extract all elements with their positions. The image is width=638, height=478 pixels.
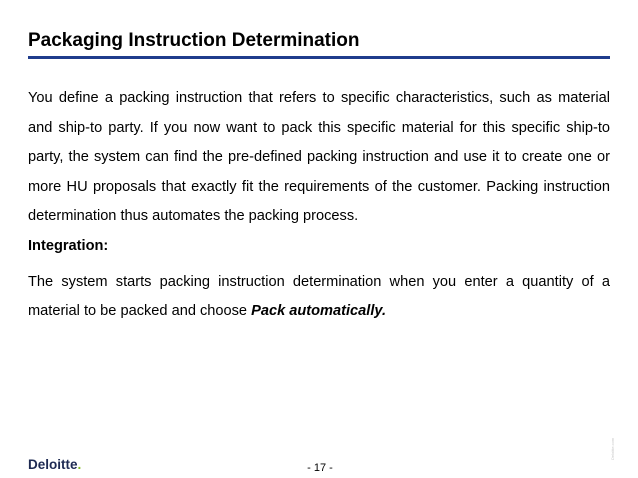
integration-text: The system starts packing instruction determination when you enter a quantity of a material to be packed and choose — [28, 273, 610, 320]
slide-body — [28, 84, 610, 327]
intro-paragraph: You define a packing instruction that refers to specific characteristics, such as material and ship-to party. If you now want to pack this specific material for this specific ship-to party, the system can find the pre-defined packing instruction and use it to create one or more HU proposals that exactly fit the requirements of the customer. Packing instruction determination thus automates the packing process. — [28, 90, 610, 225]
slide-title: Packaging Instruction Determination — [28, 30, 360, 51]
integration-paragraph — [28, 268, 610, 327]
page-number: - 17 - — [307, 462, 333, 474]
logo-dot: . — [77, 457, 82, 472]
integration-period: . — [381, 303, 387, 320]
integration-heading: Integration: — [28, 237, 109, 254]
deloitte-logo — [28, 457, 81, 473]
watermark-text: Deloitte.com — [610, 437, 615, 460]
title-underline-rule — [28, 56, 610, 59]
pack-automatically-emphasis: Pack automatically — [251, 303, 382, 320]
logo-text: Deloitte — [28, 457, 78, 472]
